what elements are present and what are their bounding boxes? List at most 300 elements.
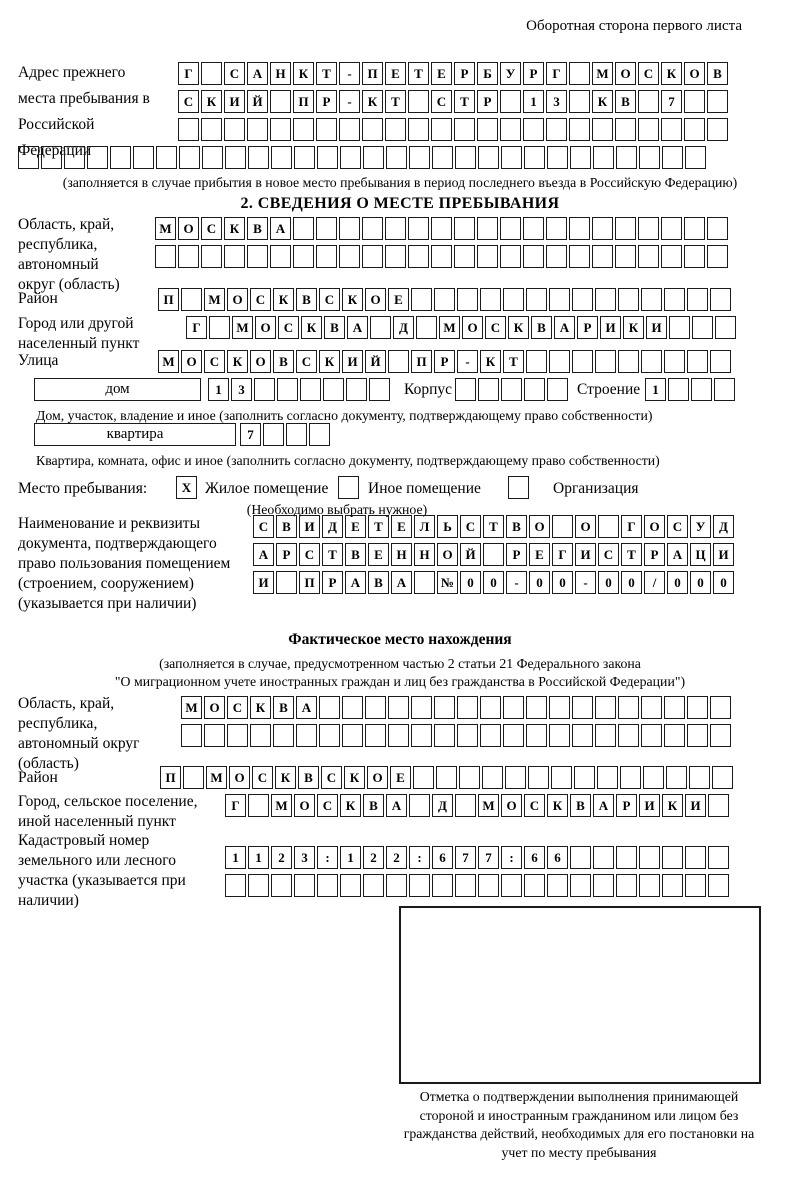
char-cell xyxy=(365,696,386,719)
char-cell: Е xyxy=(385,62,406,85)
char-cell: К xyxy=(344,766,365,789)
char-cell xyxy=(294,146,315,169)
char-cell xyxy=(549,350,570,373)
char-cell xyxy=(270,118,291,141)
prev-address-row xyxy=(178,62,730,85)
char-cell xyxy=(457,288,478,311)
char-cell: К xyxy=(319,350,340,373)
char-cell xyxy=(271,874,292,897)
char-cell: Й xyxy=(460,543,481,566)
char-cell xyxy=(664,696,685,719)
char-cell xyxy=(500,90,521,113)
char-cell: С xyxy=(227,696,248,719)
char-cell xyxy=(526,288,547,311)
char-cell: 6 xyxy=(547,846,568,869)
char-cell xyxy=(669,316,690,339)
char-cell: О xyxy=(255,316,276,339)
char-cell xyxy=(455,874,476,897)
char-cell xyxy=(639,146,660,169)
char-cell xyxy=(715,316,736,339)
char-cell xyxy=(616,846,637,869)
char-cell: И xyxy=(224,90,245,113)
char-cell: В xyxy=(531,316,552,339)
street-label: Улица xyxy=(18,352,59,369)
actual-region-row xyxy=(181,696,733,719)
char-cell: 1 xyxy=(208,378,229,401)
char-cell: В xyxy=(570,794,591,817)
char-cell xyxy=(546,245,567,268)
char-cell xyxy=(691,378,712,401)
char-cell xyxy=(526,696,547,719)
char-cell: 7 xyxy=(455,846,476,869)
char-cell: Е xyxy=(431,62,452,85)
char-cell: О xyxy=(229,766,250,789)
document-row xyxy=(253,515,736,538)
char-cell xyxy=(687,724,708,747)
char-cell: А xyxy=(667,543,688,566)
char-cell xyxy=(684,217,705,240)
char-cell xyxy=(346,378,367,401)
district-label: Район xyxy=(18,290,58,307)
char-cell xyxy=(524,378,545,401)
char-cell xyxy=(597,766,618,789)
char-cell xyxy=(685,874,706,897)
page-side-note: Оборотная сторона первого листа xyxy=(526,18,742,34)
char-cell xyxy=(639,846,660,869)
char-cell: 1 xyxy=(645,378,666,401)
char-cell xyxy=(508,476,529,499)
actual-district-label: Район xyxy=(18,769,58,786)
actual-location-note-1: (заполняется в случае, предусмотренном частью 2 статьи 21 Федерального закона xyxy=(159,656,641,671)
char-cell: Р xyxy=(644,543,665,566)
char-cell xyxy=(707,90,728,113)
char-cell xyxy=(293,118,314,141)
char-cell: М xyxy=(204,288,225,311)
char-cell: С xyxy=(250,288,271,311)
region-row xyxy=(155,217,730,240)
char-cell xyxy=(434,288,455,311)
char-cell xyxy=(277,378,298,401)
korpus-cells xyxy=(455,378,570,401)
char-cell xyxy=(432,874,453,897)
char-cell xyxy=(294,874,315,897)
char-cell xyxy=(18,146,39,169)
char-cell: В xyxy=(296,288,317,311)
char-cell: А xyxy=(554,316,575,339)
house-number-cells xyxy=(208,378,392,401)
char-cell xyxy=(342,724,363,747)
char-cell: Б xyxy=(477,62,498,85)
char-cell xyxy=(595,288,616,311)
char-cell: 1 xyxy=(225,846,246,869)
char-cell: 7 xyxy=(661,90,682,113)
char-cell xyxy=(181,288,202,311)
char-cell xyxy=(616,874,637,897)
char-cell xyxy=(317,874,338,897)
confirmation-mark-note: Отметка о подтверждении выполнения принимающей стороной и иностранным гражданином или лицом без гражданства действий, необходимых для его постановки на учет по месту пребывания xyxy=(403,1089,755,1160)
char-cell xyxy=(572,350,593,373)
prev-address-row xyxy=(178,90,730,113)
char-cell: 7 xyxy=(240,423,261,446)
char-cell: Г xyxy=(546,62,567,85)
char-cell xyxy=(454,118,475,141)
char-cell: С xyxy=(201,217,222,240)
char-cell: Д xyxy=(713,515,734,538)
char-cell xyxy=(552,515,573,538)
char-cell: О xyxy=(294,794,315,817)
char-cell xyxy=(501,378,522,401)
stay-type-option-other: Иное помещение xyxy=(368,480,481,497)
house-note: Дом, участок, владение и иное (заполнить согласно документу, подтверждающему право собственности) xyxy=(36,408,653,423)
char-cell: К xyxy=(662,794,683,817)
char-cell xyxy=(592,217,613,240)
char-cell: 7 xyxy=(478,846,499,869)
char-cell: А xyxy=(347,316,368,339)
char-cell xyxy=(434,696,455,719)
stay-type-checkbox-organization xyxy=(508,476,531,499)
char-cell: О xyxy=(501,794,522,817)
char-cell xyxy=(276,571,297,594)
char-cell xyxy=(224,245,245,268)
char-cell: С xyxy=(317,794,338,817)
char-cell xyxy=(684,90,705,113)
char-cell xyxy=(618,724,639,747)
char-cell xyxy=(434,724,455,747)
char-cell xyxy=(178,245,199,268)
char-cell xyxy=(503,288,524,311)
char-cell: И xyxy=(639,794,660,817)
char-cell: 2 xyxy=(363,846,384,869)
char-cell xyxy=(615,217,636,240)
char-cell: К xyxy=(592,90,613,113)
char-cell xyxy=(339,245,360,268)
char-cell: О xyxy=(462,316,483,339)
char-cell xyxy=(286,423,307,446)
char-cell xyxy=(388,350,409,373)
char-cell xyxy=(201,118,222,141)
char-cell xyxy=(710,288,731,311)
char-cell xyxy=(316,245,337,268)
char-cell: С xyxy=(253,515,274,538)
char-cell xyxy=(386,874,407,897)
char-cell: 2 xyxy=(386,846,407,869)
char-cell: П xyxy=(293,90,314,113)
char-cell xyxy=(549,288,570,311)
char-cell: К xyxy=(227,350,248,373)
char-cell: О xyxy=(204,696,225,719)
char-cell xyxy=(689,766,710,789)
char-cell: Е xyxy=(345,515,366,538)
char-cell: № xyxy=(437,571,458,594)
char-cell xyxy=(708,794,729,817)
char-cell: С xyxy=(299,543,320,566)
char-cell: О xyxy=(684,62,705,85)
stay-type-checkbox-residential xyxy=(176,476,199,499)
city-label: Город или другой населенный пункт xyxy=(18,315,140,352)
char-cell: : xyxy=(409,846,430,869)
char-cell xyxy=(477,118,498,141)
district-row xyxy=(158,288,733,311)
char-cell: Е xyxy=(390,766,411,789)
street-row xyxy=(158,350,733,373)
apartment-note: Квартира, комната, офис и иное (заполнить согласно документу, подтверждающему право собственности) xyxy=(36,453,660,468)
char-cell: Г xyxy=(178,62,199,85)
char-cell: И xyxy=(299,515,320,538)
char-cell xyxy=(480,724,501,747)
char-cell: В xyxy=(707,62,728,85)
char-cell xyxy=(409,146,430,169)
char-cell: И xyxy=(646,316,667,339)
char-cell: П xyxy=(411,350,432,373)
char-cell: К xyxy=(250,696,271,719)
char-cell: М xyxy=(158,350,179,373)
char-cell: С xyxy=(296,350,317,373)
char-cell xyxy=(316,217,337,240)
actual-city-label: Город, сельское поселение, иной населенный пункт xyxy=(18,793,198,830)
char-cell: С xyxy=(524,794,545,817)
char-cell xyxy=(155,245,176,268)
char-cell xyxy=(574,766,595,789)
char-cell: 0 xyxy=(690,571,711,594)
char-cell xyxy=(296,724,317,747)
char-cell: О xyxy=(250,350,271,373)
char-cell xyxy=(300,378,321,401)
char-cell: Р xyxy=(276,543,297,566)
char-cell xyxy=(712,766,733,789)
char-cell xyxy=(503,724,524,747)
char-cell xyxy=(639,874,660,897)
char-cell xyxy=(254,378,275,401)
char-cell xyxy=(500,245,521,268)
char-cell: И xyxy=(253,571,274,594)
char-cell xyxy=(408,118,429,141)
char-cell xyxy=(546,217,567,240)
char-cell: Р xyxy=(434,350,455,373)
char-cell xyxy=(598,515,619,538)
char-cell xyxy=(569,217,590,240)
char-cell xyxy=(480,288,501,311)
char-cell: Т xyxy=(483,515,504,538)
char-cell xyxy=(641,288,662,311)
char-cell xyxy=(319,724,340,747)
char-cell: Т xyxy=(454,90,475,113)
char-cell xyxy=(569,90,590,113)
char-cell xyxy=(181,724,202,747)
char-cell xyxy=(339,217,360,240)
char-cell: В xyxy=(247,217,268,240)
char-cell xyxy=(710,696,731,719)
char-cell: М xyxy=(271,794,292,817)
korpus-label: Корпус xyxy=(404,381,452,398)
char-cell xyxy=(551,766,572,789)
stroenie-cells xyxy=(645,378,737,401)
char-cell xyxy=(526,350,547,373)
char-cell xyxy=(692,316,713,339)
char-cell xyxy=(500,118,521,141)
char-cell xyxy=(342,696,363,719)
char-cell: Р xyxy=(577,316,598,339)
section2-title: 2. СВЕДЕНИЯ О МЕСТЕ ПРЕБЫВАНИЯ xyxy=(240,195,560,212)
char-cell: К xyxy=(293,62,314,85)
char-cell: С xyxy=(321,766,342,789)
char-cell: М xyxy=(478,794,499,817)
char-cell xyxy=(666,766,687,789)
char-cell: 0 xyxy=(621,571,642,594)
char-cell: 0 xyxy=(667,571,688,594)
char-cell xyxy=(708,874,729,897)
char-cell: С xyxy=(204,350,225,373)
char-cell xyxy=(570,146,591,169)
char-cell xyxy=(708,846,729,869)
char-cell: И xyxy=(713,543,734,566)
char-cell: 3 xyxy=(294,846,315,869)
actual-region-label: Область, край, республика, автономный округ (область) xyxy=(18,695,140,772)
char-cell xyxy=(178,118,199,141)
char-cell: П xyxy=(362,62,383,85)
char-cell: С xyxy=(278,316,299,339)
char-cell: О xyxy=(227,288,248,311)
char-cell xyxy=(616,146,637,169)
char-cell xyxy=(414,571,435,594)
prev-address-note: (заполняется в случае прибытия в новое место пребывания в период последнего въезда в Российскую Федерацию) xyxy=(62,175,738,190)
char-cell: - xyxy=(457,350,478,373)
char-cell xyxy=(455,146,476,169)
char-cell xyxy=(365,724,386,747)
char-cell xyxy=(668,378,689,401)
char-cell xyxy=(270,90,291,113)
char-cell xyxy=(664,350,685,373)
char-cell: Т xyxy=(408,62,429,85)
char-cell xyxy=(662,874,683,897)
char-cell: А xyxy=(345,571,366,594)
prev-address-row xyxy=(178,118,730,141)
char-cell: М xyxy=(439,316,460,339)
char-cell xyxy=(569,118,590,141)
stay-type-label: Место пребывания: xyxy=(18,480,148,497)
char-cell xyxy=(293,245,314,268)
document-row xyxy=(253,543,736,566)
char-cell: А xyxy=(247,62,268,85)
char-cell xyxy=(638,245,659,268)
char-cell: О xyxy=(615,62,636,85)
char-cell: : xyxy=(501,846,522,869)
char-cell xyxy=(572,724,593,747)
char-cell xyxy=(661,217,682,240)
char-cell: Д xyxy=(432,794,453,817)
char-cell: Н xyxy=(391,543,412,566)
char-cell xyxy=(247,245,268,268)
char-cell xyxy=(593,874,614,897)
prev-address-label: Адрес прежнего места пребывания в Российской Федерации xyxy=(18,64,150,159)
char-cell: О xyxy=(367,766,388,789)
char-cell xyxy=(664,724,685,747)
char-cell xyxy=(641,696,662,719)
apartment-number-cells xyxy=(240,423,332,446)
char-cell xyxy=(248,146,269,169)
char-cell: А xyxy=(253,543,274,566)
char-cell xyxy=(362,217,383,240)
char-cell xyxy=(524,874,545,897)
char-cell xyxy=(547,378,568,401)
char-cell: Г xyxy=(225,794,246,817)
char-cell xyxy=(505,766,526,789)
char-cell xyxy=(87,146,108,169)
char-cell xyxy=(707,217,728,240)
stay-type-note: (Необходимо выбрать нужное) xyxy=(246,502,428,517)
char-cell xyxy=(248,794,269,817)
char-cell: С xyxy=(638,62,659,85)
char-cell xyxy=(388,724,409,747)
char-cell: Д xyxy=(322,515,343,538)
actual-location-note-2: "О миграционном учете иностранных граждан и лиц без гражданства в Российской Федерации") xyxy=(114,674,686,689)
char-cell xyxy=(409,794,430,817)
char-cell xyxy=(340,146,361,169)
char-cell: Г xyxy=(552,543,573,566)
char-cell xyxy=(638,90,659,113)
char-cell: 0 xyxy=(460,571,481,594)
char-cell xyxy=(224,118,245,141)
char-cell xyxy=(523,118,544,141)
char-cell xyxy=(201,62,222,85)
char-cell: К xyxy=(273,288,294,311)
char-cell xyxy=(454,245,475,268)
stroenie-label: Строение xyxy=(577,381,641,398)
char-cell xyxy=(408,217,429,240)
char-cell: К xyxy=(480,350,501,373)
char-cell xyxy=(549,696,570,719)
char-cell: П xyxy=(299,571,320,594)
char-cell: С xyxy=(460,515,481,538)
char-cell xyxy=(431,118,452,141)
char-cell xyxy=(411,288,432,311)
char-cell xyxy=(317,146,338,169)
char-cell: И xyxy=(600,316,621,339)
char-cell xyxy=(309,423,330,446)
char-cell: - xyxy=(339,62,360,85)
char-cell xyxy=(572,288,593,311)
char-cell: П xyxy=(158,288,179,311)
char-cell xyxy=(408,245,429,268)
char-cell: И xyxy=(342,350,363,373)
char-cell: С xyxy=(431,90,452,113)
char-cell: А xyxy=(386,794,407,817)
char-cell: Г xyxy=(186,316,207,339)
char-cell xyxy=(661,118,682,141)
char-cell xyxy=(643,766,664,789)
char-cell: Е xyxy=(388,288,409,311)
char-cell xyxy=(503,696,524,719)
char-cell: И xyxy=(685,794,706,817)
char-cell xyxy=(431,217,452,240)
char-cell xyxy=(202,146,223,169)
char-cell xyxy=(595,696,616,719)
char-cell xyxy=(662,846,683,869)
char-cell: О xyxy=(575,515,596,538)
char-cell: Д xyxy=(393,316,414,339)
char-cell xyxy=(416,316,437,339)
char-cell xyxy=(501,146,522,169)
char-cell: В xyxy=(273,696,294,719)
char-cell xyxy=(664,288,685,311)
actual-city-row xyxy=(225,794,731,817)
char-cell xyxy=(478,874,499,897)
char-cell xyxy=(263,423,284,446)
char-cell xyxy=(411,696,432,719)
char-cell xyxy=(523,217,544,240)
char-cell xyxy=(204,724,225,747)
char-cell xyxy=(431,245,452,268)
stay-type-option-organization: Организация xyxy=(553,480,639,497)
